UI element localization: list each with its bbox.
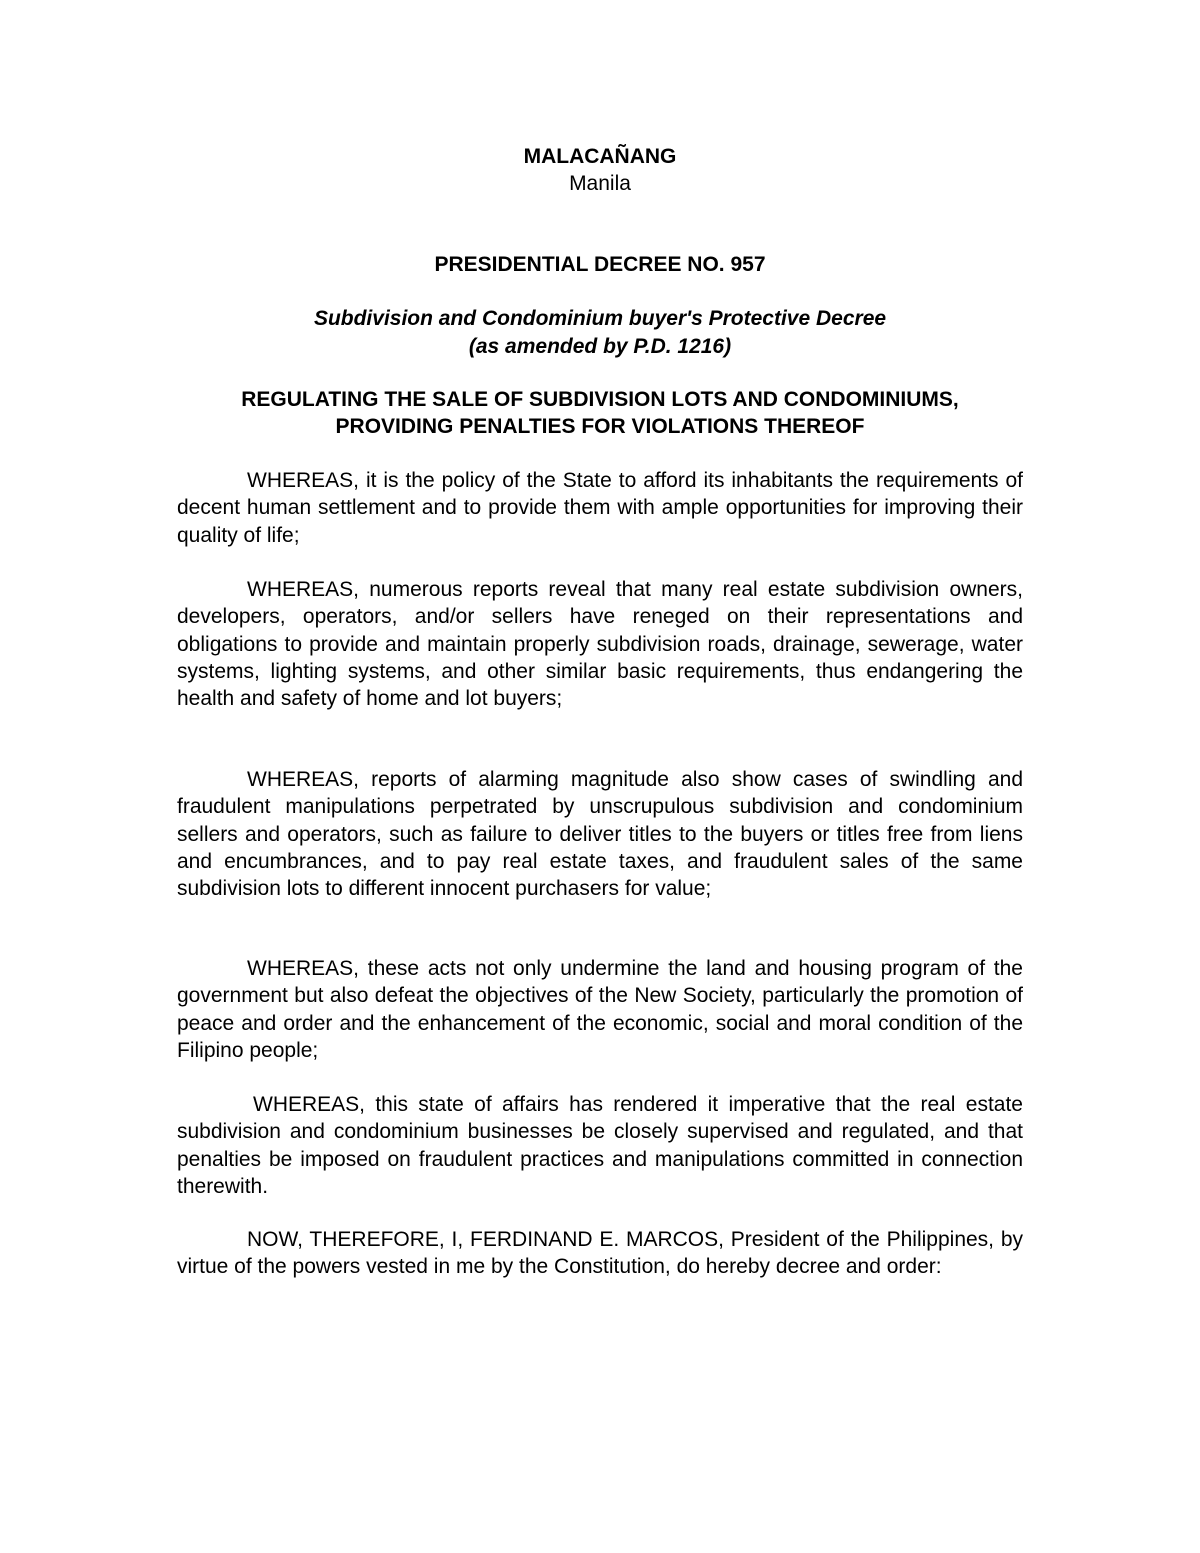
decree-short-title: Subdivision and Condominium buyer's Protective Decree bbox=[313, 307, 887, 330]
whereas-paragraph-5: WHEREAS, this state of affairs has rendered it imperative that the real estate subdivision and condominium businesses be closely supervised and regulated, and that penalties be imposed on fraudulent practices and manipulations committed in connection therewith. bbox=[177, 1093, 1023, 1198]
city-line: Manila bbox=[569, 172, 631, 195]
whereas-paragraph-4: WHEREAS, these acts not only undermine the land and housing program of the government but also defeat the objectives of the New Society, particularly the promotion of peace and order and the enhancement of the economic, social and moral condition of the Filipino people; bbox=[177, 957, 1023, 1062]
whereas-paragraph-2: WHEREAS, numerous reports reveal that many real estate subdivision owners, developers, operators, and/or sellers have reneged on their representations and obligations to provide and maintain properly subdivision roads, drainage, sewerage, water systems, lighting systems, and other similar basic requirements, thus endangering the health and safety of home and lot buyers; bbox=[177, 578, 1023, 711]
whereas-paragraph-3: WHEREAS, reports of alarming magnitude also show cases of swindling and fraudulent manipulations perpetrated by unscrupulous subdivision and condominium sellers and operators, such as failure to deliver titles to the buyers or titles free from liens and encumbrances, and to pay real estate taxes, and fraudulent sales of the same subdivision lots to different innocent purchasers for value; bbox=[177, 768, 1023, 901]
decree-order-paragraph: NOW, THEREFORE, I, FERDINAND E. MARCOS, President of the Philippines, by virtue of the powers vested in me by the Constitution, do hereby decree and order: bbox=[177, 1228, 1023, 1279]
decree-title-line-1: REGULATING THE SALE OF SUBDIVISION LOTS AND CONDOMINIUMS, bbox=[241, 388, 959, 411]
decree-amendment: (as amended by P.D. 1216) bbox=[468, 335, 732, 358]
whereas-paragraph-1: WHEREAS, it is the policy of the State to afford its inhabitants the requirements of decent human settlement and to provide them with ample opportunities for improving their quality of life; bbox=[177, 469, 1023, 547]
decree-title-line-2: PROVIDING PENALTIES FOR VIOLATIONS THEREOF bbox=[335, 415, 865, 438]
office-heading: MALACAÑANG bbox=[523, 145, 677, 168]
decree-number: PRESIDENTIAL DECREE NO. 957 bbox=[434, 253, 766, 276]
